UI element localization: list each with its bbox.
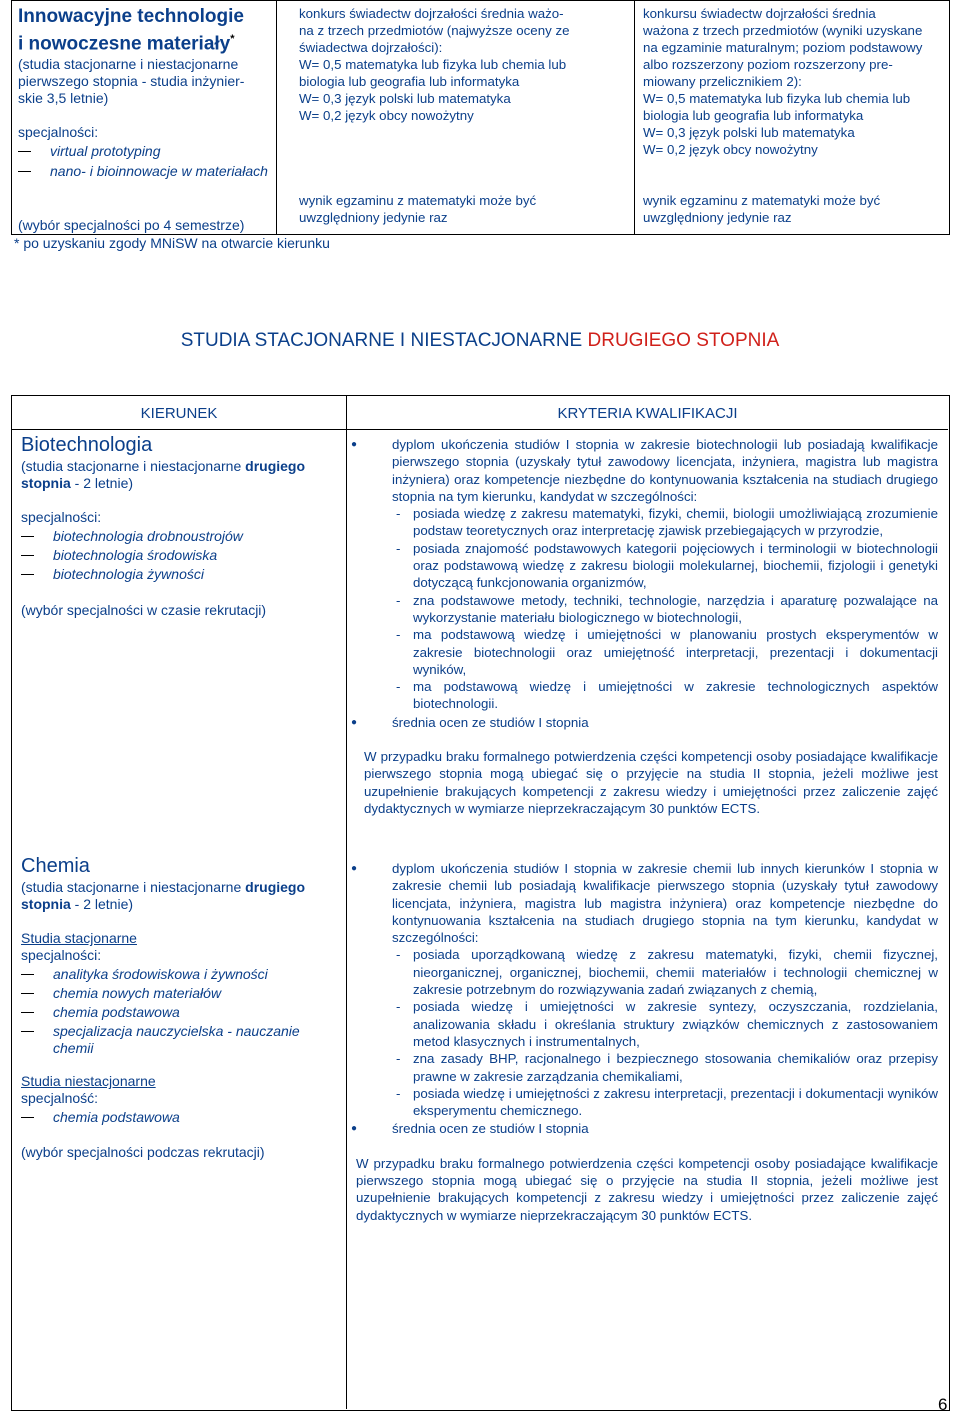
spec-choice-note: (wybór specjalności podczas rekrutacji): [21, 1144, 265, 1160]
criteria-note: wynik egzaminu z matematyki może być: [299, 193, 537, 208]
criteria-subitem: posiada znajomość podstawowych kategorii pojęciowych i terminologii w biotechnologii oraz podstawową wiedzę z zakresu biologii molekularnej, biochemii, fizjologii i genetyki dotyczącą funkcjonowania organizmów,: [413, 540, 938, 591]
footnote-mark: *: [230, 33, 235, 45]
criteria-subitem: zna podstawowe metody, techniki, technologie, narzędzia i aparaturę pozwalające na wykorzystanie materiału biologicznego w biotechnologii,: [413, 592, 938, 625]
criteria-line: biologia lub geografia lub informatyka: [643, 108, 864, 123]
column-header-kryteria: KRYTERIA KWALIFIKACJI: [557, 405, 738, 422]
criteria-bullet-average: ● średnia ocen ze studiów I stopnia: [351, 714, 938, 731]
first-degree-criteria-cell-2: [635, 1, 950, 235]
criteria-line: W= 0,2 język obcy nowożytny: [643, 142, 818, 157]
section-heading-main: STUDIA STACJONARNE I NIESTACJONARNE: [180, 330, 588, 351]
program-mode-duration: - 2 letnie): [70, 475, 134, 491]
criteria-line: konkursu świadectw dojrzałości średnia: [643, 6, 876, 21]
criteria-subitem: posiada wiedzę i umiejętności w zakresie syntezy, oczyszczania, rozdzielania, analizowania składu i określania struktury związków chemicznych z zastosowaniem metod klasycznych i instrumentalnych,: [413, 999, 938, 1049]
program-mode-duration: - 2 letnie): [70, 896, 134, 912]
program-mode-degree: drugiego: [245, 458, 306, 474]
section-heading: [0, 330, 960, 352]
criteria-line: W= 0,3 język polski lub matematyka: [299, 91, 511, 106]
program-mode: (studia stacjonarne i niestacjonarne: [21, 879, 246, 895]
criteria-line: na z trzech przedmiotów (najwyższe oceny ze: [299, 23, 570, 38]
criteria-note: W przypadku braku formalnego potwierdzenia części kompetencji osoby posiadające kwalifikacje pierwszego stopnia mogą ubiegać się o przyjęcie na studia II stopnia, jeżeli możliwe jest uzupełnienie brakujących kompetencji z zakresu wiedzy i umiejętności przez zaliczenie zajęć dydaktycznych w wymiarze nieprzekraczającym 30 punktów ECTS.: [364, 749, 938, 816]
criteria-line: na egzaminie maturalnym; poziom podstawowy: [643, 40, 923, 55]
program-name: Chemia: [21, 855, 90, 877]
part-time-label: Studia niestacjonarne: [21, 1073, 156, 1089]
program-mode-degree2: stopnia: [21, 896, 71, 912]
program-chemia: [21, 855, 341, 1161]
table-divider: [346, 395, 347, 1409]
criteria-bullet: ● dyplom ukończenia studiów I stopnia w zakresie chemii lub innych kierunków I stopnia w zakresie chemii lub posiadają kwalifikacje pierwszego stopnia (uzyskały tytuł zawodowy licencjata, inżyniera, magistra lub magistra inżyniera) oraz kompetencje niezbędne do kontynuowania kształcenia na studiach drugiego stopnia na tym kierunku, kandydat w szczególności:: [351, 860, 938, 946]
spec-label: specjalności:: [21, 947, 102, 963]
spec-item: analityka środowiskowa i żywności: [21, 966, 341, 983]
spec-item: chemia podstawowa: [21, 1109, 341, 1126]
criteria-subitem: zna zasady BHP, racjonalnego i bezpiecznego stosowania chemikaliów oraz przepisy prawne w zakresie zarządzania chemikaliami,: [413, 1051, 938, 1084]
program-name: Biotechnologia: [21, 434, 153, 456]
program-title-line2: i nowoczesne materiały: [18, 33, 231, 55]
spec-item: chemia nowych materiałów: [21, 985, 341, 1002]
spec-label: specjalności:: [21, 509, 102, 525]
criteria-subitem: posiada wiedzę i umiejętności z zakresu interpretacji, prezentacji i dokumentacji wyników eksperymentu chemicznego.: [413, 1085, 938, 1119]
spec-item: biotechnologia środowiska: [21, 547, 341, 564]
criteria-note: uwzględniony jedynie raz: [299, 210, 448, 225]
spec-label: specjalność:: [21, 1090, 99, 1106]
spec-item: biotechnologia drobnoustrojów: [21, 528, 341, 545]
program-title: Innowacyjne technologie: [18, 6, 244, 27]
criteria-subitem: ma podstawową wiedzę i umiejętności w zakresie technologicznych aspektów biotechnologii.: [413, 679, 938, 712]
spec-choice-note: (wybór specjalności po 4 semestrze): [18, 217, 245, 233]
program-mode: (studia stacjonarne i niestacjonarne: [21, 458, 246, 474]
criteria-note: W przypadku braku formalnego potwierdzenia części kompetencji osoby posiadające kwalifikacje pierwszego stopnia mogą ubiegać się o przyjęcie na studia II stopnia, jeżeli możliwe jest uzupełnienie brakujących kompetencji z zakresu wiedzy i umiejętności przez zaliczenie zajęć dydaktycznych w wymiarze nieprzekraczającym 30 punktów ECTS.: [356, 1155, 938, 1223]
table-header-divider: [11, 429, 948, 430]
criteria-subitem: posiada uporządkowaną wiedzę z zakresu matematyki, fizyki, chemii fizycznej, nieorganicznej, organicznej, biochemii, chemii materiałów i technologii chemicznej w zakresie potrzebnym do rozwiązywania zadań związanych z chemią,: [413, 947, 938, 998]
page-number: 6: [938, 1395, 948, 1414]
criteria-note: wynik egzaminu z matematyki może być: [643, 193, 881, 208]
criteria-line: W= 0,3 język polski lub matematyka: [643, 125, 855, 140]
spec-item: chemia podstawowa: [21, 1004, 341, 1021]
section-heading-highlight: DRUGIEGO STOPNIA: [587, 330, 780, 351]
criteria-note: uwzględniony jedynie raz: [643, 210, 792, 225]
program-mode-degree2: stopnia: [21, 475, 71, 491]
criteria-line: świadectwa dojrzałości):: [299, 40, 443, 55]
criteria-line: W= 0,5 matematyka lub fizyka lub chemia lub: [643, 91, 911, 106]
spec-item: nano- i bioinnowacje w materiałach: [18, 163, 272, 180]
criteria-line: miowany przelicznikiem 2):: [643, 74, 802, 89]
first-degree-table: [11, 0, 950, 235]
criteria-chemia: ● dyplom ukończenia studiów I stopnia w zakresie chemii lub innych kierunków I stopnia w zakresie chemii lub posiadają kwalifikacje pierwszego stopnia (uzyskały tytuł zawodowy licencjata, inżyniera, magistra lub magistra inżyniera) oraz kompetencje niezbędne do kontynuowania kształcenia na studiach drugiego stopnia na tym kierunku, kandydat w szczególności: - posiada uporządkowaną wiedzę z zakresu matematyki, fizyki, chemii fizycznej, nieorganicznej, organicznej, biochemii, chemii materiałów i technologii chemicznej w zakresie potrzebnym do rozwiązywania zadań związanych z chemią, - posiada wiedzę i umiejętności w zakresie syntezy, oczyszczania, rozdzielania, analizowania składu i określania struktury związków chemicznych z zastosowaniem metod klasycznych i instrumentalnych, - zna zasady BHP, racjonalnego i bezpiecznego stosowania chemikaliów oraz przepisy prawne w zakresie zarządzania chemikaliami, - posiada wiedzę i umiejętności z zakresu interpretacji, prezentacji i dokumentacji wyników eksperymentu chemicznego. ● średnia ocen ze studiów I stopnia W przypadku braku formalnego potwierdzenia części kompetencji osoby posiadające kwalifikacje pierwszego stopnia mogą ubiegać się o przyjęcie na studia II stopnia, jeżeli możliwe jest uzupełnienie brakujących kompetencji z zakresu wiedzy i umiejętności przez zaliczenie zajęć dydaktycznych w wymiarze nieprzekraczającym 30 punktów ECTS.: [351, 860, 938, 1224]
criteria-subitem: ma podstawową wiedzę i umiejętności w planowaniu prostych eksperymentów w zakresie biotechnologii oraz umiejętność interpretacji, prezentacji i dokumentacji wyników,: [413, 627, 938, 677]
spec-item: specjalizacja nauczycielska - nauczanie chemii: [21, 1023, 303, 1057]
program-mode-2: pierwszego stopnia - studia inżynier-: [18, 73, 245, 90]
spec-item: biotechnologia żywności: [21, 566, 341, 583]
program-mode-degree: drugiego: [245, 879, 306, 895]
criteria-line: albo rozszerzony poziom rozszerzony pre-: [643, 57, 893, 72]
criteria-line: biologia lub geografia lub informatyka: [299, 74, 520, 89]
criteria-line: ważona z trzech przedmiotów (wyniki uzyskane: [643, 23, 923, 38]
column-header-kierunek: KIERUNEK: [140, 405, 218, 422]
spec-item: virtual prototyping: [18, 143, 272, 160]
spec-choice-note: (wybór specjalności w czasie rekrutacji): [21, 602, 267, 618]
program-biotechnologia: [21, 434, 341, 619]
criteria-biotechnologia: ● dyplom ukończenia studiów I stopnia w zakresie biotechnologii lub posiadają kwalifikacje pierwszego stopnia (uzyskały tytuł zawodowy licencjata, inżyniera, magistra lub magistra inżyniera) oraz kompetencje niezbędne do kontynuowania kształcenia na studiach drugiego stopnia na tym kierunku, kandydat w szczególności: - posiada wiedzę z zakresu matematyki, fizyki, chemii, biologii umożliwiającą zrozumienie podstaw teoretycznych oraz interpretację zjawisk przebiegających w przyrodzie, - posiada znajomość podstawowych kategorii pojęciowych i terminologii w biotechnologii oraz podstawową wiedzę z zakresu biologii molekularnej, biochemii, fizjologii i genetyki dotyczącą funkcjonowania organizmów, - zna podstawowe metody, techniki, technologie, narzędzia i aparaturę pozwalające na wykorzystanie materiału biologicznego w biotechnologii, - ma podstawową wiedzę i umiejętności w planowaniu prostych eksperymentów w zakresie biotechnologii oraz umiejętność interpretacji, prezentacji i dokumentacji wyników, - ma podstawową wiedzę i umiejętności w zakresie technologicznych aspektów biotechnologii. ● średnia ocen ze studiów I stopnia W przypadku braku formalnego potwierdzenia części kompetencji osoby posiadające kwalifikacje pierwszego stopnia mogą ubiegać się o przyjęcie na studia II stopnia, jeżeli możliwe jest uzupełnienie brakujących kompetencji z zakresu wiedzy i umiejętności przez zaliczenie zajęć dydaktycznych w wymiarze nieprzekraczającym 30 punktów ECTS.: [351, 436, 938, 817]
criteria-line: W= 0,2 język obcy nowożytny: [299, 108, 474, 123]
first-degree-criteria-cell: [277, 1, 635, 235]
criteria-line: konkurs świadectw dojrzałości średnia ważo-: [299, 6, 564, 21]
program-mode-3: skie 3,5 letnie): [18, 90, 109, 107]
criteria-subitem: posiada wiedzę z zakresu matematyki, fizyki, chemii, biologii umożliwiającą zrozumienie podstaw teoretycznych oraz interpretację zjawisk przebiegających w przyrodzie,: [413, 506, 938, 539]
criteria-line: W= 0,5 matematyka lub fizyka lub chemia lub: [299, 57, 567, 72]
spec-label: specjalności:: [18, 124, 99, 141]
criteria-bullet: ● dyplom ukończenia studiów I stopnia w zakresie biotechnologii lub posiadają kwalifikacje pierwszego stopnia (uzyskały tytuł zawodowy licencjata, inżyniera, magistra lub magistra inżyniera) oraz kompetencje niezbędne do kontynuowania kształcenia na studiach drugiego stopnia na tym kierunku, kandydat w szczególności:: [351, 436, 938, 505]
program-mode: (studia stacjonarne i niestacjonarne: [18, 56, 239, 73]
first-degree-program-cell: [12, 1, 277, 235]
full-time-label: Studia stacjonarne: [21, 930, 137, 946]
criteria-bullet-average: ● średnia ocen ze studiów I stopnia: [351, 1120, 938, 1137]
footnote: * po uzyskaniu zgody MNiSW na otwarcie kierunku: [14, 235, 330, 251]
